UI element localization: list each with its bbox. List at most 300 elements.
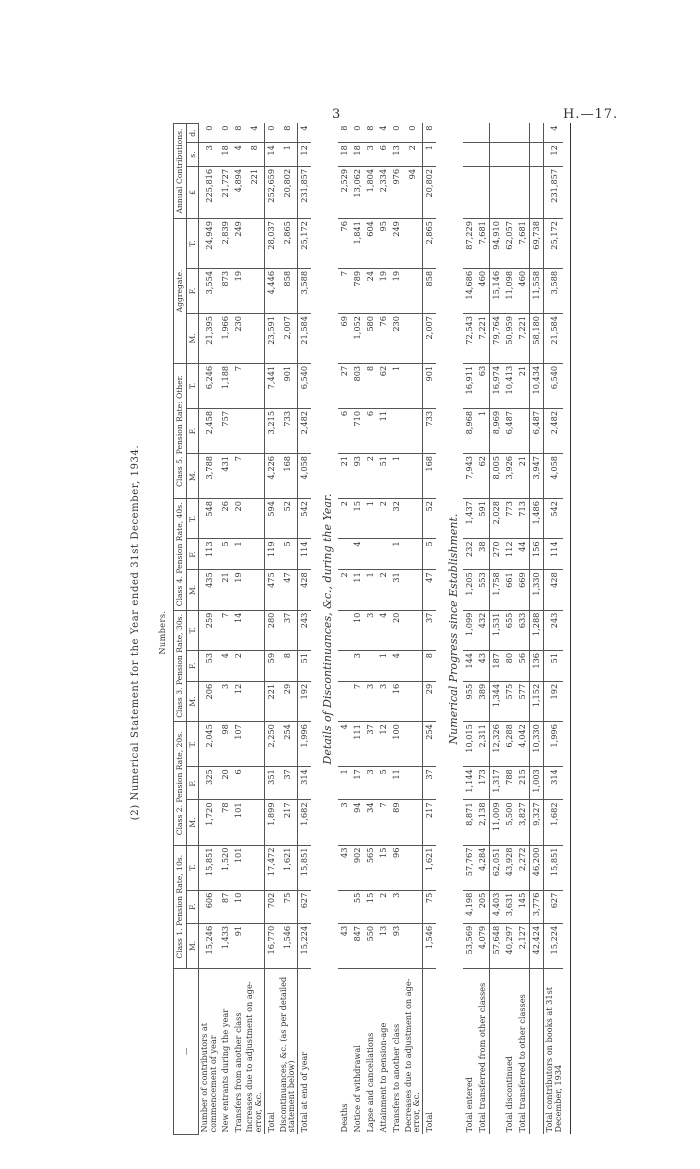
cell: 1,758 (490, 570, 504, 610)
cell: 75 (423, 890, 437, 923)
cell: 14 (231, 610, 244, 650)
cell: 3 (218, 681, 231, 721)
cell: 7,221 (516, 314, 530, 364)
cell: 314 (544, 767, 564, 800)
cell: 145 (516, 890, 530, 923)
cell (244, 650, 264, 681)
cell: 627 (297, 890, 311, 923)
cell: 21,727 (218, 166, 231, 218)
blank-header: — (174, 968, 199, 1134)
cell (403, 539, 423, 570)
cell: 3,827 (516, 800, 530, 845)
cell (403, 923, 423, 968)
cell (403, 268, 423, 313)
cell (244, 570, 264, 610)
cell: 20,802 (423, 166, 437, 218)
cell: 1,682 (544, 800, 564, 845)
cell: 710 (351, 408, 364, 453)
cell (530, 124, 544, 143)
cell: 15 (351, 499, 364, 539)
table-row (463, 124, 476, 1135)
cell: 21,584 (297, 314, 311, 364)
cell: 57,648 (490, 923, 504, 968)
cell: 1,188 (218, 363, 231, 408)
cell: 1,433 (218, 923, 231, 968)
row-label (490, 968, 504, 1134)
cell: 2 (338, 570, 351, 610)
cell: 5 (218, 539, 231, 570)
cell: 3,631 (503, 890, 516, 923)
cell: 2 (403, 143, 423, 167)
section-title: Numerical Progress since Establishment. (446, 513, 460, 745)
cell: 2,839 (218, 219, 231, 269)
cell: 28,037 (264, 219, 278, 269)
cell: 0 (218, 124, 231, 143)
cell (338, 650, 351, 681)
cell: 661 (503, 570, 516, 610)
cell: 11 (377, 408, 390, 453)
cell (364, 650, 377, 681)
cell: 4 (297, 124, 311, 143)
cell: 435 (199, 570, 219, 610)
cell: 20,802 (278, 166, 298, 218)
cell: 5 (377, 767, 390, 800)
cell: 55 (351, 890, 364, 923)
cell: 4 (544, 124, 564, 143)
cell: 91 (231, 923, 244, 968)
subheader-t: T. (186, 499, 199, 539)
cell: 101 (231, 845, 244, 890)
cell: 21 (218, 570, 231, 610)
cell: 702 (264, 890, 278, 923)
subheader-f: F. (186, 408, 199, 453)
cell: 8,871 (463, 800, 476, 845)
cell: 69,738 (530, 219, 544, 269)
cell (490, 143, 504, 167)
cell: 0 (390, 124, 403, 143)
cell: 57,767 (463, 845, 476, 890)
cell: 17,472 (264, 845, 278, 890)
cell: 94 (403, 166, 423, 218)
table-row (516, 124, 530, 1135)
cell: 1,317 (490, 767, 504, 800)
cell: 1 (377, 650, 390, 681)
cell: 3 (364, 610, 377, 650)
subheader-t: T. (186, 845, 199, 890)
cell: 1 (364, 499, 377, 539)
cell (516, 143, 530, 167)
cell: 15,224 (297, 923, 311, 968)
cell: 37 (423, 767, 437, 800)
cell: 24 (364, 268, 377, 313)
cell: 550 (364, 923, 377, 968)
cell (503, 143, 516, 167)
subheader-f: F. (186, 767, 199, 800)
row-label (530, 968, 544, 1134)
row-label: Total transferred from other classes (477, 982, 488, 1133)
cell: 2 (377, 499, 390, 539)
cell: 243 (544, 610, 564, 650)
cell: 18 (338, 143, 351, 167)
cell: 43 (338, 845, 351, 890)
cell: 542 (297, 499, 311, 539)
row-label: Notice of withdrawal (352, 1045, 363, 1133)
cell: 1 (278, 143, 298, 167)
cell: 8 (338, 124, 351, 143)
row-label: Total contributors on books at 31st December, 1934 (544, 968, 564, 1134)
table-row (338, 124, 351, 1135)
cell: 2 (364, 454, 377, 499)
cell: 389 (476, 681, 490, 721)
cell (244, 454, 264, 499)
cell (403, 845, 423, 890)
table-row (490, 124, 504, 1135)
cell: 7 (218, 610, 231, 650)
row-label: Increases due to adjustment on age-error, &c. (244, 981, 264, 1133)
cell: 7 (351, 681, 364, 721)
cell: 21,395 (199, 314, 219, 364)
cell: 249 (390, 219, 403, 269)
cell: 4 (377, 124, 390, 143)
class3-header: Class 3. Pension Rate, 30s. (174, 610, 187, 722)
cell: 1 (231, 539, 244, 570)
row-label: Total entered (464, 1077, 475, 1133)
cell: 553 (476, 570, 490, 610)
cell (503, 166, 516, 218)
cell: 6 (231, 767, 244, 800)
cell: 53 (199, 650, 219, 681)
cell: 249 (231, 219, 244, 269)
cell: 111 (351, 722, 364, 767)
cell: 31 (390, 570, 403, 610)
cell: 107 (231, 722, 244, 767)
cell: 7,221 (476, 314, 490, 364)
cell: 231,857 (544, 166, 564, 218)
cell: 10,015 (463, 722, 476, 767)
cell: 58,180 (530, 314, 544, 364)
row-label: Decreases due to adjustment on age-error, &c. (402, 978, 422, 1133)
cell: 76 (377, 314, 390, 364)
cell: 18 (351, 143, 364, 167)
cell: 13 (390, 143, 403, 167)
cell: 44 (516, 539, 530, 570)
cell: 3,588 (544, 268, 564, 313)
cell (403, 800, 423, 845)
cell (338, 539, 351, 570)
cell: 432 (476, 610, 490, 650)
cell (490, 166, 504, 218)
table-row (278, 124, 298, 1135)
cell (244, 767, 264, 800)
cell: 16,974 (490, 363, 504, 408)
cell: 259 (199, 610, 219, 650)
cell: 8 (278, 124, 298, 143)
cell: 2,272 (516, 845, 530, 890)
cell (403, 570, 423, 610)
cell: 1,330 (530, 570, 544, 610)
cell: 51 (297, 650, 311, 681)
cell (463, 143, 476, 167)
cell (403, 454, 423, 499)
cell: 37 (278, 767, 298, 800)
cell: 217 (423, 800, 437, 845)
cell (403, 681, 423, 721)
subheader-t: T. (186, 219, 199, 269)
cell: 6 (364, 408, 377, 453)
page-number: 3 (332, 107, 341, 122)
cell: 591 (476, 499, 490, 539)
cell: 75 (278, 890, 298, 923)
cell: 858 (423, 268, 437, 313)
cell: 20 (218, 767, 231, 800)
cell: 252,659 (264, 166, 278, 218)
cell: 15,851 (297, 845, 311, 890)
cell: 2,311 (476, 722, 490, 767)
cell: 11 (351, 570, 364, 610)
subheader-m: M. (186, 570, 199, 610)
aggregate-header: Aggregate. (174, 219, 187, 364)
cell: 87 (218, 890, 231, 923)
cell: 4 (338, 722, 351, 767)
cell: 4,079 (476, 923, 490, 968)
cell: 270 (490, 539, 504, 570)
table-row (364, 124, 377, 1135)
table-row (264, 124, 278, 1135)
cell: 2,865 (278, 219, 298, 269)
cell: 12 (297, 143, 311, 167)
cell: 2 (231, 650, 244, 681)
cell: 3,588 (297, 268, 311, 313)
cell: 3 (351, 650, 364, 681)
cell: 51 (544, 650, 564, 681)
cell: 4,894 (231, 166, 244, 218)
cell: 2,865 (423, 219, 437, 269)
cell: 112 (503, 539, 516, 570)
cell: 4,198 (463, 890, 476, 923)
cell: 4 (231, 143, 244, 167)
cell: 5,500 (503, 800, 516, 845)
cell: 16,770 (264, 923, 278, 968)
cell: 13 (377, 923, 390, 968)
cell: 757 (218, 408, 231, 453)
cell (463, 124, 476, 143)
cell: 627 (544, 890, 564, 923)
cell: 1,144 (463, 767, 476, 800)
cell (244, 923, 264, 968)
cell: 6,487 (530, 408, 544, 453)
cell: 5 (278, 539, 298, 570)
cell: 655 (503, 610, 516, 650)
cell: 1,899 (264, 800, 278, 845)
cell: 847 (351, 923, 364, 968)
cell (231, 408, 244, 453)
cell: 2,482 (297, 408, 311, 453)
cell: 52 (278, 499, 298, 539)
table-row (503, 124, 516, 1135)
cell: 38 (476, 539, 490, 570)
cell: 29 (423, 681, 437, 721)
subheader-f: F. (186, 539, 199, 570)
cell: 10 (231, 890, 244, 923)
cell: 1,531 (490, 610, 504, 650)
cell: 428 (544, 570, 564, 610)
cell: 873 (218, 268, 231, 313)
cell: 580 (364, 314, 377, 364)
cell: 2 (338, 499, 351, 539)
cell: 1,546 (423, 923, 437, 968)
cell: 1,966 (218, 314, 231, 364)
cell: 16 (390, 681, 403, 721)
contributions-header: Annual Contributions. (174, 124, 187, 219)
cell (403, 610, 423, 650)
cell: 431 (218, 454, 231, 499)
cell: 52 (423, 499, 437, 539)
cell: 80 (503, 650, 516, 681)
cell: 11,009 (490, 800, 504, 845)
subheader-m: M. (186, 800, 199, 845)
cell: 62,057 (503, 219, 516, 269)
row-label: Lapse and cancellations (365, 1032, 376, 1133)
cell: 460 (516, 268, 530, 313)
cell: 156 (530, 539, 544, 570)
cell: 221 (244, 166, 264, 218)
cell: 42,424 (530, 923, 544, 968)
cell: 168 (278, 454, 298, 499)
cell: 1,486 (530, 499, 544, 539)
cell: 280 (264, 610, 278, 650)
cell: 187 (490, 650, 504, 681)
cell: 1 (364, 570, 377, 610)
cell: 32 (390, 499, 403, 539)
cell (476, 143, 490, 167)
cell: 2,138 (476, 800, 490, 845)
cell: 3 (199, 143, 219, 167)
cell: 192 (544, 681, 564, 721)
cell: 15,246 (199, 923, 219, 968)
cell: 34 (364, 800, 377, 845)
cell: 733 (278, 408, 298, 453)
cell: 37 (278, 610, 298, 650)
cell: 15,146 (490, 268, 504, 313)
section-title: Details of Discontinuances, &c., during the Year. (321, 493, 335, 765)
cell: 1,205 (463, 570, 476, 610)
cell: 230 (390, 314, 403, 364)
cell: 4 (351, 539, 364, 570)
cell: 713 (516, 499, 530, 539)
cell: 15,851 (544, 845, 564, 890)
row-label: Deaths (339, 1103, 350, 1133)
cell: 96 (390, 845, 403, 890)
cell: 56 (516, 650, 530, 681)
cell (244, 610, 264, 650)
class1-header: Class 1. Pension Rate, 10s. (174, 845, 187, 968)
cell: 4,403 (490, 890, 504, 923)
cell: 8 (364, 363, 377, 408)
cell: 7,681 (516, 219, 530, 269)
cell: 0 (264, 124, 278, 143)
cell: 548 (199, 499, 219, 539)
cell: 59 (264, 650, 278, 681)
cell: 215 (516, 767, 530, 800)
cell: 2,007 (278, 314, 298, 364)
cell: 428 (297, 570, 311, 610)
cell: 114 (544, 539, 564, 570)
cell: 98 (218, 722, 231, 767)
cell: 93 (390, 923, 403, 968)
cell: 43 (476, 650, 490, 681)
cell: 26 (218, 499, 231, 539)
cell: 7,681 (476, 219, 490, 269)
cell: 19 (390, 268, 403, 313)
cell: 225,816 (199, 166, 219, 218)
class5-header: Class 5. Pension Rate: Other. (174, 363, 187, 498)
numbers-label: Numbers. (158, 610, 167, 655)
cell: 243 (297, 610, 311, 650)
row-label: Number of contributors at commencement of year (199, 1022, 218, 1133)
cell: 3,926 (503, 454, 516, 499)
cell: 254 (278, 722, 298, 767)
cell: 46,200 (530, 845, 544, 890)
subheader-m: M. (186, 681, 199, 721)
cell: 788 (503, 767, 516, 800)
cell: 4,284 (476, 845, 490, 890)
cell: 29 (278, 681, 298, 721)
cell (338, 890, 351, 923)
cell: 4 (390, 650, 403, 681)
cell: 575 (503, 681, 516, 721)
cell: 8 (231, 124, 244, 143)
cell: 205 (476, 890, 490, 923)
cell (403, 219, 423, 269)
cell: 232 (463, 539, 476, 570)
cell: 2,250 (264, 722, 278, 767)
class4-header: Class 4. Pension Rate, 40s. (174, 499, 187, 611)
cell (244, 722, 264, 767)
cell (490, 124, 504, 143)
row-label: Total (264, 968, 278, 1134)
cell: 114 (297, 539, 311, 570)
row-label: Attainment to pension-age (378, 1022, 389, 1133)
cell: 3 (338, 800, 351, 845)
cell: 2,045 (199, 722, 219, 767)
cell: 3 (364, 681, 377, 721)
cell: 37 (364, 722, 377, 767)
cell: 40,297 (503, 923, 516, 968)
cell: 1,052 (351, 314, 364, 364)
cell (516, 408, 530, 453)
cell: 47 (278, 570, 298, 610)
cell: 51 (377, 454, 390, 499)
cell: 50,959 (503, 314, 516, 364)
cell (476, 124, 490, 143)
cell: 94,910 (490, 219, 504, 269)
cell: 173 (476, 767, 490, 800)
cell: 3,788 (199, 454, 219, 499)
cell: 3 (364, 767, 377, 800)
cell: 2 (377, 570, 390, 610)
cell: 1,152 (530, 681, 544, 721)
cell: 7 (338, 268, 351, 313)
cell: 8 (278, 650, 298, 681)
cell: 1,003 (530, 767, 544, 800)
cell: 72,543 (463, 314, 476, 364)
cell: 113 (199, 539, 219, 570)
cell: 773 (503, 499, 516, 539)
row-label: Total discontinued (504, 1055, 515, 1133)
cell: 63 (476, 363, 490, 408)
cell: 12,326 (490, 722, 504, 767)
cell: 1,288 (530, 610, 544, 650)
